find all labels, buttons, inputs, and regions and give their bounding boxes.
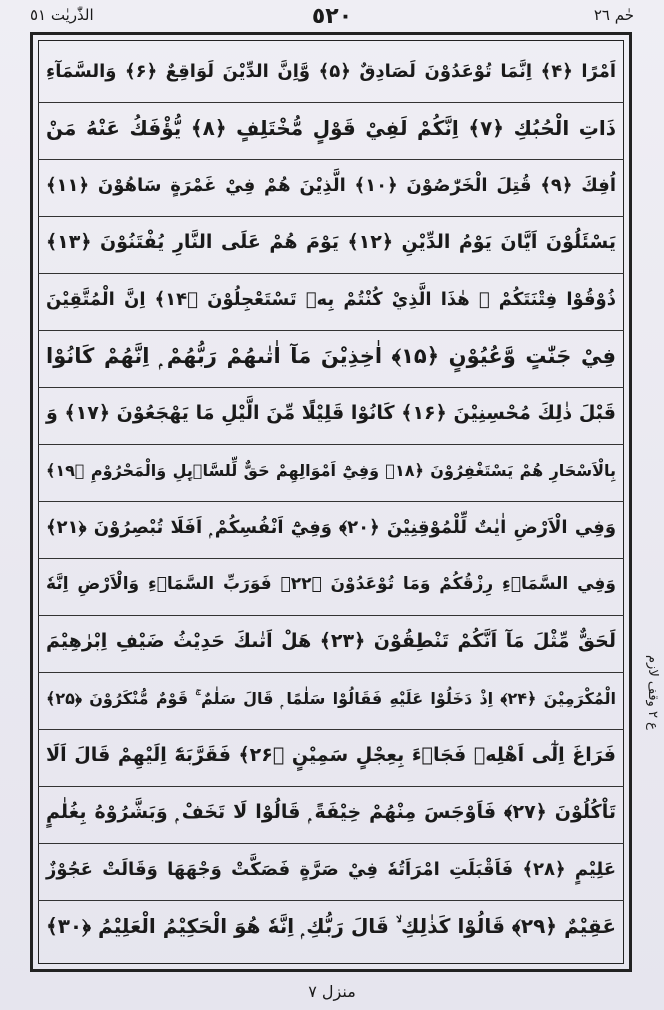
footer-label: منزل ٧: [308, 982, 356, 1001]
text-line: يَسْئَلُوْنَ اَيَّانَ يَوْمُ الدِّيْنِ ﴿۱۲﴾ يَوْمَ هُمْ عَلَى النَّارِ يُفْتَنُوْنَ ﴿۱۳﴾: [38, 211, 624, 274]
text-line: الْمُكْرَمِيْنَ ﴿۲۴﴾ اِذْ دَخَلُوْا عَلَيْهِ فَقَالُوْا سَلٰمًا ۭ قَالَ سَلٰمٌ ۚ قَوْمٌ مُّنْكَرُوْنَ ﴿۲۵﴾: [38, 667, 624, 730]
text-line: قَبْلَ ذٰلِكَ مُحْسِنِيْنَ ﴿۱۶﴾ كَانُوْا قَلِيْلًا مِّنَ الَّيْلِ مَا يَهْجَعُوْنَ ﴿۱۷﴾ وَ: [38, 382, 624, 445]
marginal-note: ع ٢ وقف لازم: [645, 655, 660, 730]
surah-label: الذّٰريٰت ٥١: [30, 6, 94, 24]
text-line: اُفِكَ ﴿۹﴾ قُتِلَ الْخَرّٰصُوْنَ ﴿۱۰﴾ الَّذِيْنَ هُمْ فِيْ غَمْرَةٍ سَاهُوْنَ ﴿۱۱﴾: [38, 154, 624, 217]
text-line: بِالْاَسْحَارِ هُمْ يَسْتَغْفِرُوْنَ ﴿۱۸﴾ وَفِيْٓ اَمْوَالِهِمْ حَقٌّ لِّلسَّاۗىِٕلِ وَالْمَحْرُوْمِ ﴿۱۹﴾: [38, 439, 624, 502]
page-header: [30, 4, 634, 30]
text-line: عَلِيْمٍ ﴿۲۸﴾ فَاَقْبَلَتِ امْرَاَتُهٗ فِيْ صَرَّةٍ فَصَكَّتْ وَجْهَهَا وَقَالَتْ عَجُوْزٌ: [38, 838, 624, 901]
text-line: تَاْكُلُوْنَ ﴿۲۷﴾ فَاَوْجَسَ مِنْهُمْ خِيْفَةً ۭ قَالُوْا لَا تَخَفْ ۭ وَبَشَّرُوْهُ بِغُلٰمٍ: [38, 781, 624, 844]
text-line: فِيْ جَنّٰتٍ وَّعُيُوْنٍ ﴿۱۵﴾ اٰخِذِيْنَ مَآ اٰتٰىهُمْ رَبُّهُمْ ۭ اِنَّهُمْ كَانُوْا: [38, 325, 624, 388]
page-number: ٥٢٠: [311, 4, 353, 29]
text-line: لَحَقٌّ مِّثْلَ مَآ اَنَّكُمْ تَنْطِقُوْنَ ﴿۲۳﴾ هَلْ اَتٰىكَ حَدِيْثُ ضَيْفِ اِبْرٰهِيْمَ: [38, 610, 624, 673]
text-line: عَقِيْمٌ ﴿۲۹﴾ قَالُوْا كَذٰلِكِ ۙ قَالَ رَبُّكِ ۭ اِنَّهٗ هُوَ الْحَكِيْمُ الْعَلِيْمُ ﴿۳۰﴾: [46, 914, 616, 938]
juz-label: حٰم ٢٦: [593, 6, 634, 24]
text-line: وَفِي السَّمَاۗءِ رِزْقُكُمْ وَمَا تُوْعَدُوْنَ ﴿۲۲﴾ فَوَرَبِّ السَّمَاۗءِ وَالْاَرْضِ اِنَّهٗ: [38, 553, 624, 616]
text-line: ذُوْقُوْا فِتْنَتَكُمْ ۭ هٰذَا الَّذِيْ كُنْتُمْ بِهٖ تَسْتَعْجِلُوْنَ ﴿۱۴﴾ اِنَّ الْمُتَّقِيْنَ: [38, 268, 624, 331]
text-line: فَرَاغَ اِلٰٓى اَهْلِهٖ فَجَاۗءَ بِعِجْلٍ سَمِيْنٍ ﴿۲۶﴾ فَقَرَّبَهٗٓ اِلَيْهِمْ قَالَ اَلَا: [38, 724, 624, 787]
text-line: ذَاتِ الْحُبُكِ ﴿۷﴾ اِنَّكُمْ لَفِيْ قَوْلٍ مُّخْتَلِفٍ ﴿۸﴾ يُّؤْفَكُ عَنْهُ مَنْ: [38, 97, 624, 160]
text-line: اَمْرًا ﴿۴﴾ اِنَّمَا تُوْعَدُوْنَ لَصَادِقٌ ﴿۵﴾ وَّاِنَّ الدِّيْنَ لَوَاقِعٌ ﴿۶﴾ وَالسَّمَآءِ: [38, 40, 624, 103]
text-line: وَفِي الْاَرْضِ اٰيٰتٌ لِّلْمُوْقِنِيْنَ ﴿۲۰﴾ وَفِيْٓ اَنْفُسِكُمْ ۭ اَفَلَا تُبْصِرُوْنَ ﴿۲۱﴾: [38, 496, 624, 559]
